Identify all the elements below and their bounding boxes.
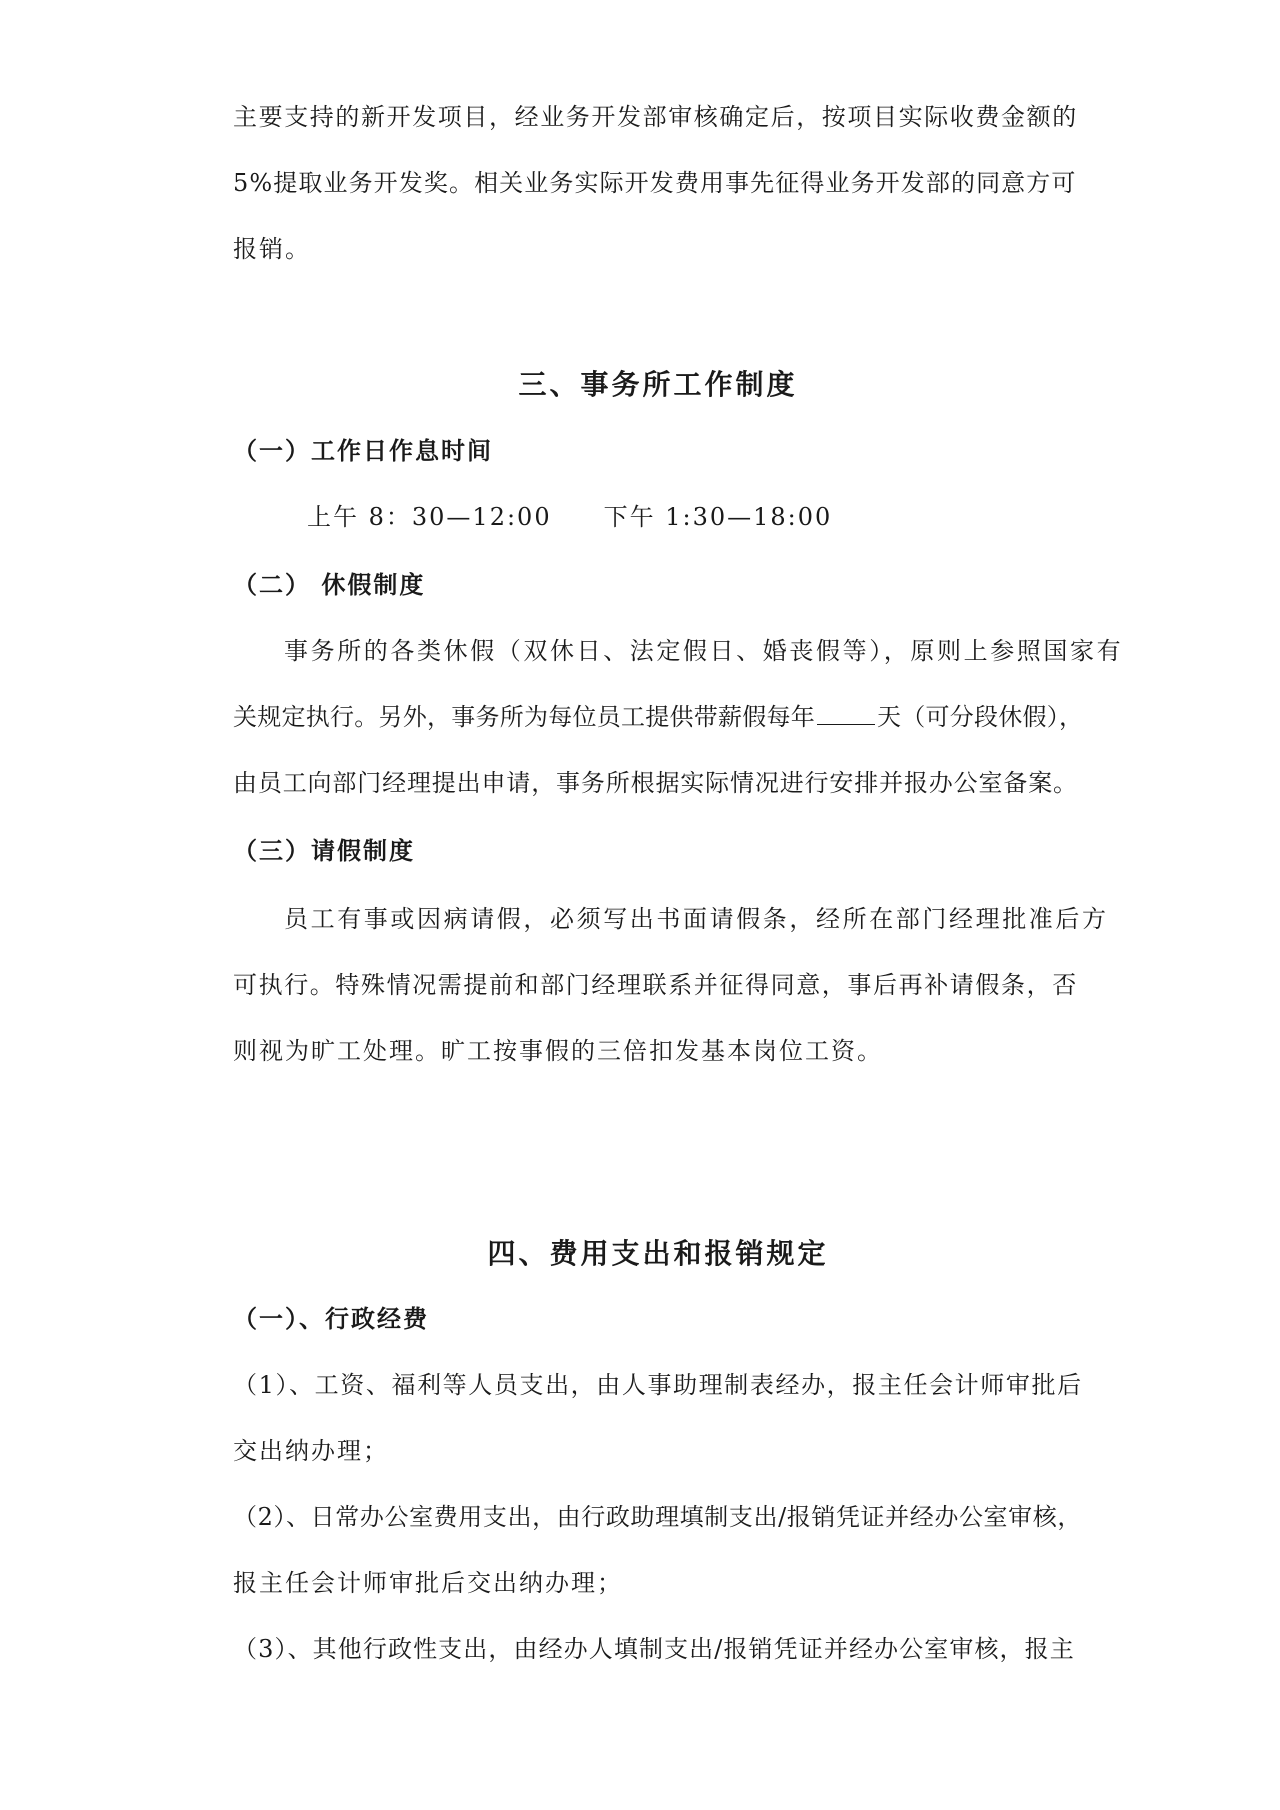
- paragraph-text: 关规定执行。另外，事务所为每位员工提供带薪假每年: [233, 703, 815, 731]
- section-heading: 四、费用支出和报销规定: [487, 1237, 829, 1270]
- list-item-line: （3）、其他行政性支出，由经办人填制支出/报销凭证并经办公室审核，报主: [233, 1635, 1075, 1663]
- paragraph-line: 员工有事或因病请假，必须写出书面请假条，经所在部门经理批准后方: [284, 905, 1109, 933]
- paragraph-line: 报销。: [233, 235, 311, 263]
- paragraph-line: 由员工向部门经理提出申请，事务所根据实际情况进行安排并报办公室备案。: [233, 769, 1078, 797]
- list-item-line: （2）、日常办公室费用支出，由行政助理填制支出/报销凭证并经办公室审核，: [233, 1503, 1082, 1531]
- fill-in-blank: [817, 702, 875, 725]
- list-item-line: 报主任会计师审批后交出纳办理；: [233, 1569, 623, 1597]
- subsection-heading: （一）工作日作息时间: [233, 436, 493, 465]
- section-heading: 三、事务所工作制度: [518, 368, 798, 401]
- paragraph-text: 天（可分段休假），: [877, 703, 1084, 731]
- paragraph-line: 可执行。特殊情况需提前和部门经理联系并征得同意，事后再补请假条，否: [233, 971, 1078, 999]
- paragraph-line: 事务所的各类休假（双休日、法定假日、婚丧假等），原则上参照国家有: [284, 637, 1124, 665]
- subsection-heading: （三）请假制度: [233, 836, 415, 865]
- paragraph-line: 则视为旷工处理。旷工按事假的三倍扣发基本岗位工资。: [233, 1037, 883, 1065]
- paragraph-line: 5%提取业务开发奖。相关业务实际开发费用事先征得业务开发部的同意方可: [233, 169, 1077, 197]
- list-item-line: （1）、工资、福利等人员支出，由人事助理制表经办，报主任会计师审批后: [233, 1371, 1083, 1399]
- list-item-line: 交出纳办理；: [233, 1437, 389, 1465]
- paragraph-line: 主要支持的新开发项目，经业务开发部审核确定后，按项目实际收费金额的: [233, 103, 1078, 131]
- subsection-heading: （二） 休假制度: [233, 570, 426, 599]
- subsection-heading: （一）、行政经费: [233, 1304, 429, 1333]
- work-schedule: 上午 8：30—12:00 下午 1:30—18:00: [307, 503, 833, 531]
- paragraph-line: [233, 700, 1083, 734]
